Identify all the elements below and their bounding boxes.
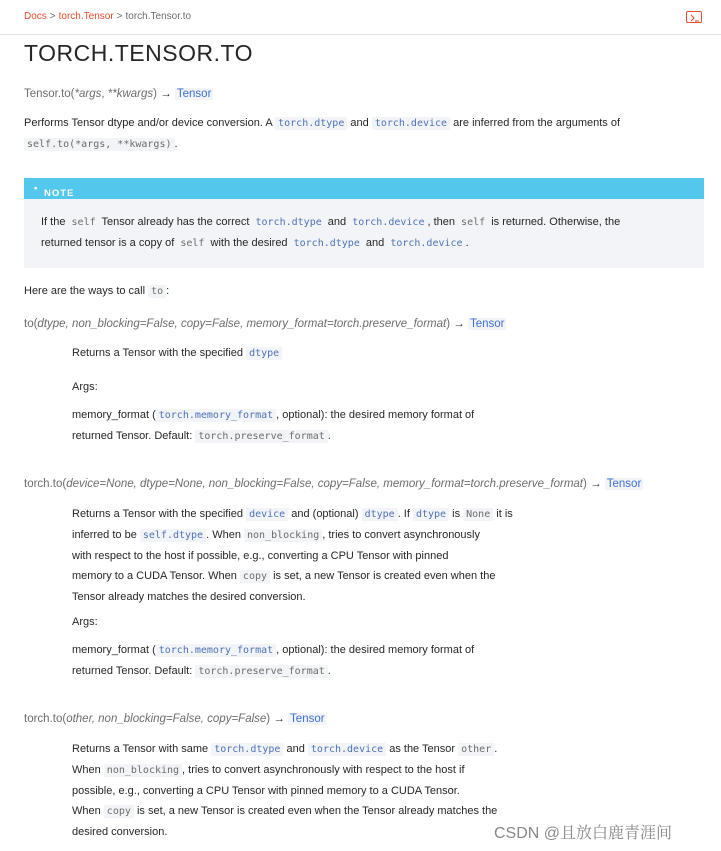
- paren-close: ): [446, 318, 451, 330]
- text: .: [174, 138, 178, 150]
- text: If the: [41, 216, 69, 228]
- text: with respect to the host if possible, e.g., converting a CPU Tensor with pinned: [72, 550, 449, 562]
- intro-paragraph: [24, 113, 704, 155]
- device-link[interactable]: torch.device: [372, 117, 450, 130]
- text: .: [327, 430, 331, 442]
- params: other, non_blocking=False, copy=False: [66, 713, 267, 725]
- device-link[interactable]: device: [246, 508, 288, 521]
- return-type-link[interactable]: Tensor: [176, 88, 212, 100]
- inline-code: self: [69, 216, 99, 229]
- memory-format-link[interactable]: torch.memory_format: [156, 409, 276, 422]
- text: Returns a Tensor with the specified: [72, 508, 247, 520]
- text: returned Tensor. Default:: [72, 430, 196, 442]
- text: .: [494, 743, 498, 755]
- method-name: to(: [24, 318, 38, 330]
- text: memory_format (: [72, 409, 156, 421]
- text: .: [327, 665, 331, 677]
- args-label: Args:: [72, 381, 98, 393]
- breadcrumb: [24, 11, 191, 22]
- overload-1-memory-format: [72, 405, 672, 447]
- method-signature: [24, 88, 213, 100]
- breadcrumb-current: torch.Tensor.to: [125, 11, 192, 22]
- text: with the desired: [207, 237, 291, 249]
- inline-code: self: [177, 237, 207, 250]
- text: and: [347, 117, 372, 129]
- method-name: torch.to(: [24, 478, 67, 490]
- text: as the Tensor: [386, 743, 459, 755]
- page-title: TORCH.TENSOR.TO: [24, 40, 253, 66]
- param-args: *args: [74, 88, 102, 100]
- note-heading: ▪ NOTE: [34, 183, 75, 199]
- device-link[interactable]: torch.device: [387, 237, 465, 250]
- text: returned tensor is a copy of: [41, 237, 178, 249]
- note-header: [24, 178, 704, 199]
- breadcrumb-separator: >: [49, 11, 56, 22]
- breadcrumb-docs-link[interactable]: Docs: [24, 11, 47, 22]
- text: Tensor already has the correct: [98, 216, 253, 228]
- text: , then: [427, 216, 459, 228]
- inline-code: copy: [104, 805, 134, 818]
- return-type-link[interactable]: Tensor: [469, 318, 505, 330]
- return-arrow: →: [453, 318, 465, 330]
- return-arrow: →: [160, 88, 172, 100]
- paren-close: ): [583, 478, 587, 490]
- text: are inferred from the arguments of: [450, 117, 621, 129]
- device-link[interactable]: torch.device: [308, 743, 386, 756]
- text: Here are the ways to call: [24, 285, 149, 297]
- return-type-link[interactable]: Tensor: [606, 478, 642, 490]
- overload-2-memory-format: [72, 640, 672, 682]
- ways-paragraph: [24, 281, 169, 302]
- param-kwargs: **kwargs: [107, 88, 154, 100]
- breadcrumb-separator: >: [116, 11, 123, 22]
- text: and (optional): [288, 508, 362, 520]
- text: is set, a new Tensor is created even when the Tensor already matches the: [133, 805, 498, 817]
- text: memory to a CUDA Tensor. When: [72, 570, 240, 582]
- text: When: [72, 805, 104, 817]
- text: . When: [206, 529, 244, 541]
- params: device=None, dtype=None, non_blocking=False, copy=False, memory_format=torch.preserve_format: [66, 478, 584, 490]
- note-box: [24, 178, 704, 268]
- self-dtype-link[interactable]: self.dtype: [140, 529, 206, 542]
- paren-close: ): [266, 713, 271, 725]
- overload-1-description: [72, 343, 672, 364]
- inline-code: to: [148, 285, 166, 298]
- text: is returned. Otherwise, the: [488, 216, 621, 228]
- params: dtype, non_blocking=False, copy=False, memory_format=torch.preserve_format: [37, 318, 447, 330]
- text: , optional): the desired memory format of: [276, 644, 475, 656]
- text: and: [362, 237, 388, 249]
- return-type-link[interactable]: Tensor: [290, 713, 325, 725]
- inline-code: self: [458, 216, 488, 229]
- text: is set, a new Tensor is created even when the: [270, 570, 496, 582]
- overload-signature-1: [24, 318, 506, 330]
- return-arrow: →: [273, 713, 285, 725]
- inline-code: other: [458, 743, 494, 756]
- note-body: [41, 212, 681, 254]
- inline-code: torch.preserve_format: [195, 665, 327, 678]
- text: it is: [493, 508, 513, 520]
- dtype-link[interactable]: dtype: [246, 347, 282, 360]
- overload-2-description: [72, 504, 692, 607]
- text: .: [465, 237, 469, 249]
- text: desired conversion.: [72, 826, 168, 838]
- text: Returns a Tensor with the specified: [72, 347, 247, 359]
- text: returned Tensor. Default:: [72, 665, 196, 677]
- overload-signature-2: [24, 478, 643, 490]
- comma: ,: [101, 88, 108, 100]
- watermark: CSDN @且放白鹿青涯间: [494, 825, 673, 842]
- args-label: Args:: [72, 616, 98, 628]
- method-name: torch.to(: [24, 713, 67, 725]
- return-arrow: →: [590, 478, 602, 490]
- top-bar: [0, 0, 721, 35]
- text: Returns a Tensor with same: [72, 743, 212, 755]
- overload-signature-3: [24, 713, 327, 725]
- text: possible, e.g., converting a CPU Tensor with pinned memory to a CUDA Tensor.: [72, 785, 460, 797]
- inline-code: non_blocking: [104, 764, 182, 777]
- text: , optional): the desired memory format of: [276, 409, 475, 421]
- device-link[interactable]: torch.device: [349, 216, 427, 229]
- text: Tensor already matches the desired conversion.: [72, 591, 306, 603]
- dtype-link[interactable]: torch.dtype: [211, 743, 283, 756]
- text: , tries to convert asynchronously with respect to the host if: [182, 764, 465, 776]
- text: Performs Tensor dtype and/or device conversion. A: [24, 117, 276, 129]
- note-heading-text: NOTE: [44, 188, 75, 199]
- breadcrumb-tensor-link[interactable]: torch.Tensor: [58, 11, 114, 22]
- dtype-link[interactable]: torch.dtype: [253, 216, 325, 229]
- text: memory_format (: [72, 644, 156, 656]
- dtype-link[interactable]: dtype: [362, 508, 398, 521]
- text: and: [283, 743, 308, 755]
- dtype-link[interactable]: torch.dtype: [291, 237, 363, 250]
- text: , tries to convert asynchronously: [322, 529, 480, 541]
- text: inferred to be: [72, 529, 140, 541]
- dtype-link[interactable]: torch.dtype: [275, 117, 347, 130]
- text: When: [72, 764, 104, 776]
- inline-code: copy: [240, 570, 270, 583]
- text: . If: [397, 508, 413, 520]
- view-source-button[interactable]: [686, 11, 702, 23]
- inline-code: torch.preserve_format: [195, 430, 327, 443]
- terminal-icon: [687, 12, 703, 24]
- dtype-link[interactable]: dtype: [413, 508, 449, 521]
- text: is: [449, 508, 464, 520]
- text: and: [324, 216, 350, 228]
- memory-format-link[interactable]: torch.memory_format: [156, 644, 276, 657]
- inline-code: None: [463, 508, 493, 521]
- inline-code: non_blocking: [244, 529, 322, 542]
- paren-close: ): [153, 88, 157, 100]
- inline-code: self.to(*args, **kwargs): [24, 138, 175, 151]
- text: :: [166, 285, 170, 297]
- method-name: Tensor.to(: [24, 88, 75, 100]
